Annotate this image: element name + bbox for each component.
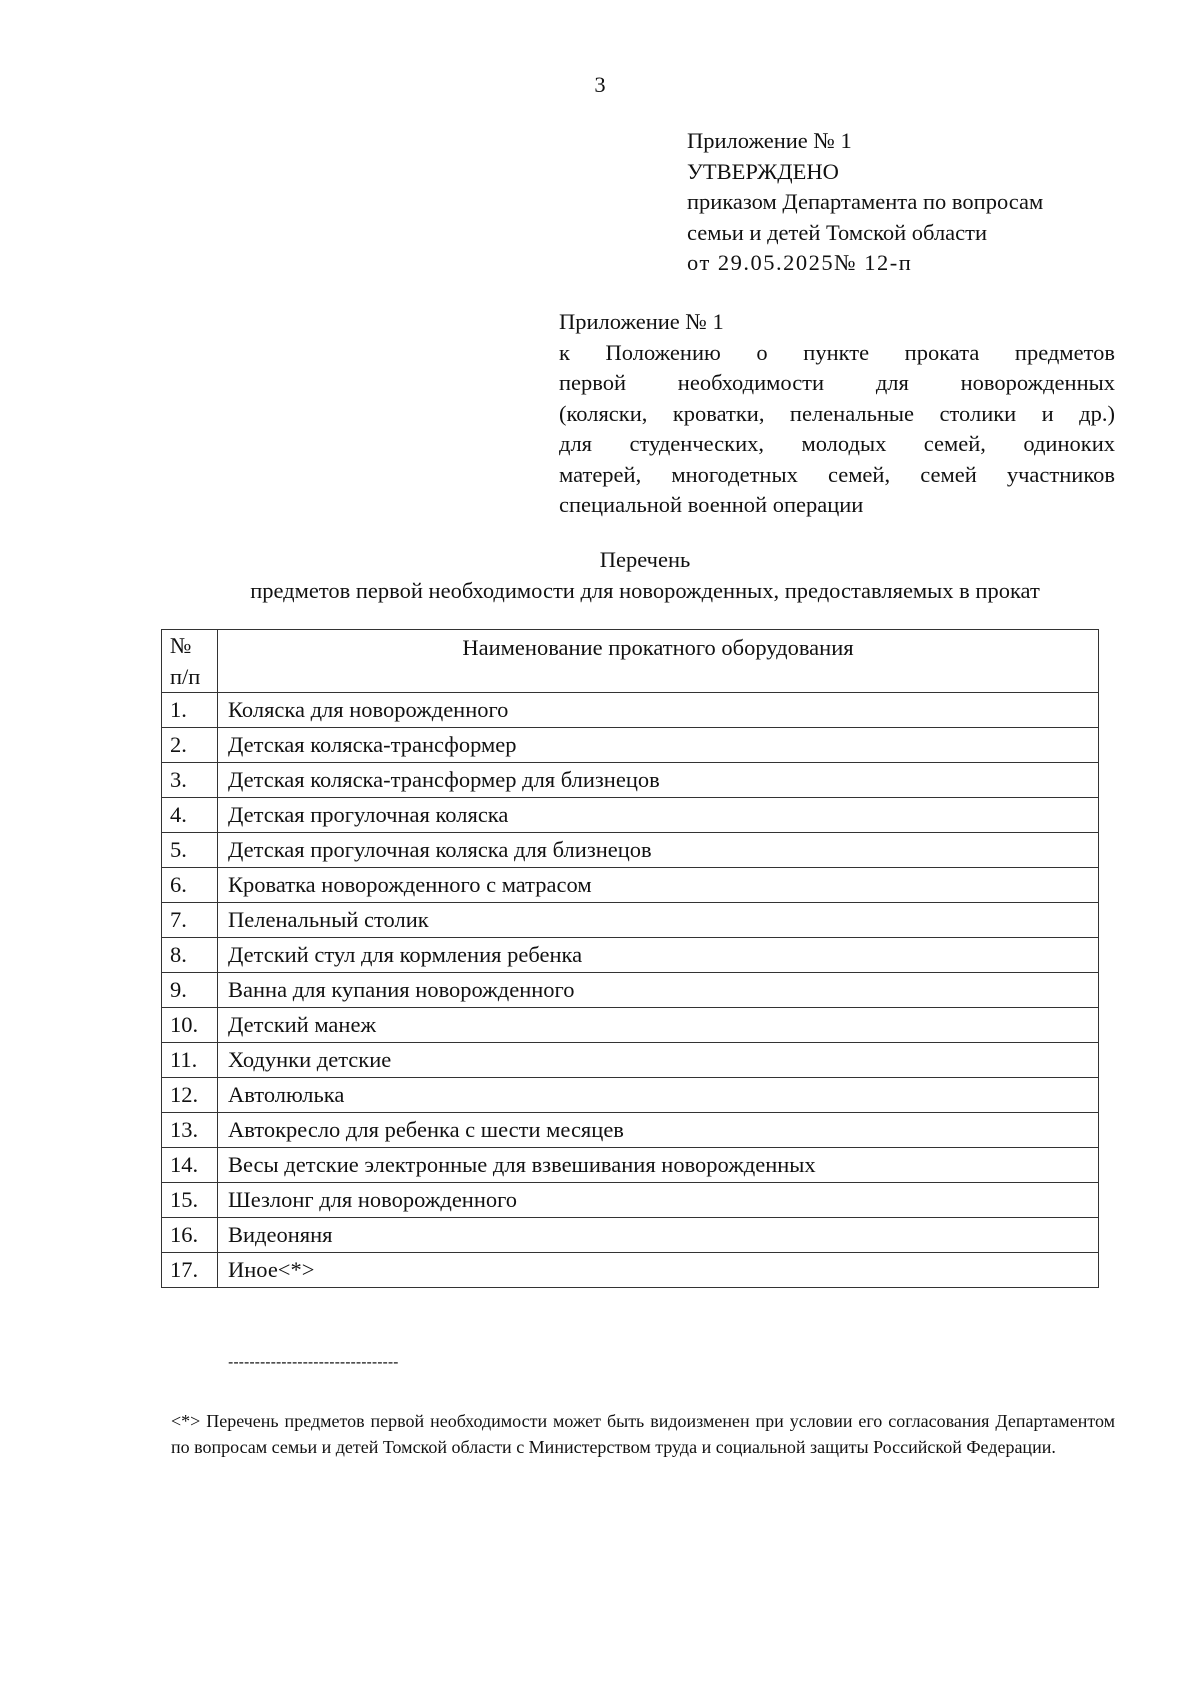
cell-name: Детская прогулочная коляска для близнецов	[218, 833, 1099, 868]
table-row	[162, 763, 1099, 798]
list-subtitle: предметов первой необходимости для новорожденных, предоставляемых в прокат	[250, 578, 1040, 603]
table-row	[162, 1078, 1099, 1113]
cell-name: Видеоняня	[218, 1218, 1099, 1253]
page-number: 3	[594, 72, 606, 97]
annex-line: для студенческих, молодых семей, одиноких	[559, 431, 1115, 456]
cell-num: 14.	[162, 1148, 218, 1183]
table-row	[162, 1008, 1099, 1043]
equipment-table	[161, 629, 1099, 1288]
cell-num: 8.	[162, 938, 218, 973]
cell-name: Ходунки детские	[218, 1043, 1099, 1078]
table-row	[162, 903, 1099, 938]
header-num: № п/п	[162, 630, 218, 693]
table-row	[162, 1148, 1099, 1183]
table-row	[162, 728, 1099, 763]
cell-num: 2.	[162, 728, 218, 763]
approval-line: семьи и детей Томской области	[687, 219, 988, 245]
cell-num: 3.	[162, 763, 218, 798]
table-row	[162, 833, 1099, 868]
cell-name: Весы детские электронные для взвешивания новорожденных	[218, 1148, 1099, 1183]
cell-num: 12.	[162, 1078, 218, 1113]
cell-name: Шезлонг для новорожденного	[218, 1183, 1099, 1218]
annex-line: первой необходимости для новорожденных	[559, 370, 1115, 395]
cell-name: Автокресло для ребенка с шести месяцев	[218, 1113, 1099, 1148]
annex-title: Приложение № 1	[559, 309, 724, 334]
cell-name: Автолюлька	[218, 1078, 1099, 1113]
table-row	[162, 1218, 1099, 1253]
header-name: Наименование прокатного оборудования	[218, 630, 1099, 693]
table-row	[162, 693, 1099, 728]
approval-date: от 29.05.2025№ 12-п	[687, 250, 913, 275]
list-title: Перечень	[599, 547, 691, 572]
footnote: <*> Перечень предметов первой необходимости может быть видоизменен при условии его согласования Департаментом по вопросам семьи и детей Томской области с Министерством труда и социальной защиты Российской Федерации.	[171, 1411, 1115, 1457]
cell-name: Детская коляска-трансформер для близнецов	[218, 763, 1099, 798]
approval-line: приказом Департамента по вопросам	[687, 189, 1044, 214]
annex-line: к Положению о пункте проката предметов	[559, 339, 1115, 365]
cell-name: Иное<*>	[218, 1253, 1099, 1288]
cell-num: 1.	[162, 693, 218, 728]
annex-block	[559, 307, 1115, 521]
table-header-row	[162, 630, 1099, 693]
cell-num: 10.	[162, 1008, 218, 1043]
cell-num: 5.	[162, 833, 218, 868]
cell-num: 13.	[162, 1113, 218, 1148]
cell-num: 16.	[162, 1218, 218, 1253]
footnote-separator: --------------------------------	[228, 1354, 399, 1371]
cell-name: Кроватка новорожденного с матрасом	[218, 868, 1099, 903]
approval-block	[687, 126, 1043, 279]
table-row	[162, 1043, 1099, 1078]
cell-name: Детская коляска-трансформер	[218, 728, 1099, 763]
cell-name: Пеленальный столик	[218, 903, 1099, 938]
cell-num: 9.	[162, 973, 218, 1008]
cell-name: Детская прогулочная коляска	[218, 798, 1099, 833]
cell-num: 4.	[162, 798, 218, 833]
annex-line: матерей, многодетных семей, семей участников	[559, 461, 1115, 487]
cell-name: Детский манеж	[218, 1008, 1099, 1043]
list-heading	[0, 544, 1200, 606]
cell-name: Коляска для новорожденного	[218, 693, 1099, 728]
annex-line: (коляски, кроватки, пеленальные столики и др.)	[559, 400, 1115, 426]
table-row	[162, 1253, 1099, 1288]
annex-line: специальной военной операции	[559, 492, 864, 517]
table-row	[162, 868, 1099, 903]
table-row	[162, 1183, 1099, 1218]
table-row	[162, 973, 1099, 1008]
table-row	[162, 1113, 1099, 1148]
cell-num: 15.	[162, 1183, 218, 1218]
cell-num: 6.	[162, 868, 218, 903]
cell-name: Ванна для купания новорожденного	[218, 973, 1099, 1008]
cell-num: 7.	[162, 903, 218, 938]
cell-num: 17.	[162, 1253, 218, 1288]
table-row	[162, 938, 1099, 973]
approval-line: Приложение № 1	[687, 128, 852, 153]
cell-num: 11.	[162, 1043, 218, 1078]
cell-name: Детский стул для кормления ребенка	[218, 938, 1099, 973]
table-row	[162, 798, 1099, 833]
approval-line: УТВЕРЖДЕНО	[687, 158, 839, 184]
